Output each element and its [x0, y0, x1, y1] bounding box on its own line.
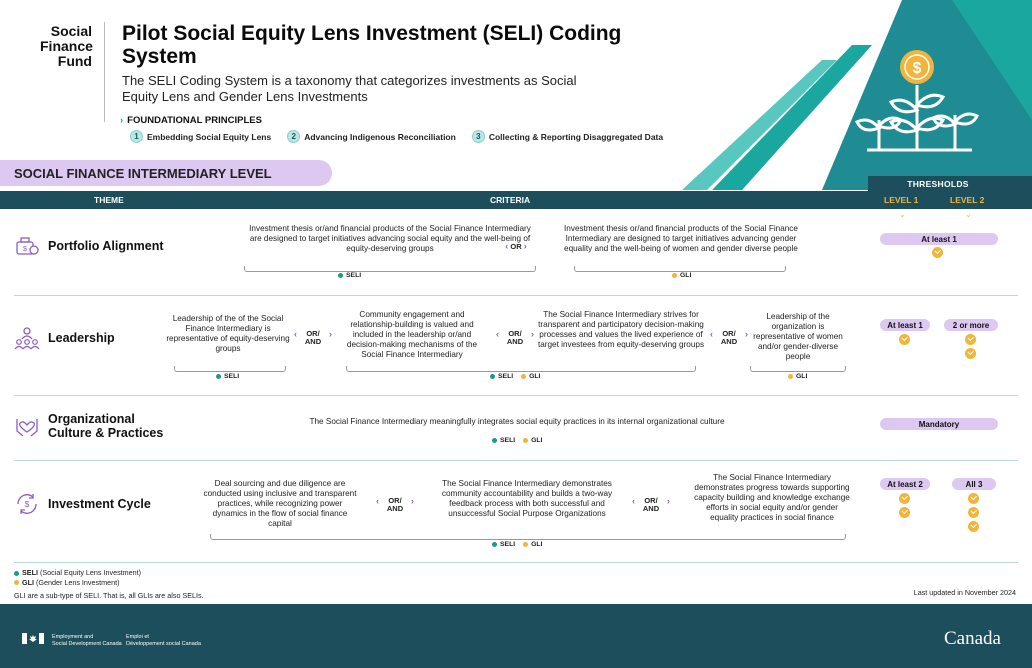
logo-line: Social — [50, 23, 92, 39]
gli-tag-label: GLI — [796, 373, 808, 380]
criterion-text: The Social Finance Intermediary meaningfully integrates social equity practices in its internal organizational culture — [309, 417, 725, 426]
gli-dot — [672, 273, 677, 278]
theme-label — [48, 412, 163, 440]
criterion-bracket — [346, 366, 696, 372]
theme-label-line: Culture & Practices — [48, 426, 164, 440]
gli-tag — [523, 541, 542, 548]
theme-label: Investment Cycle — [48, 497, 151, 511]
logo-line: Fund — [57, 53, 92, 69]
connector-label: OR/ AND — [304, 329, 322, 346]
criterion-tags — [672, 272, 691, 279]
dollar-sign-icon: $ — [912, 60, 922, 77]
level2-column-header: LEVEL 2 — [950, 195, 985, 205]
criterion-bracket — [174, 366, 286, 372]
seli-tag-label: SELI — [500, 437, 516, 444]
row-divider — [14, 460, 1018, 461]
criterion-text: Deal sourcing and due diligence are conducted using inclusive and transparent practices, while recognizing power dynamics in the flow of social finance capital — [203, 479, 357, 528]
seli-tag — [492, 437, 515, 444]
check-icon — [968, 493, 979, 504]
theme-label: Leadership — [48, 331, 115, 345]
chevron-right-icon: › — [120, 115, 124, 126]
chevron-down-icon: ⌄ — [965, 210, 972, 219]
criterion-text: Community engagement and relationship-building is valued and included in the leadership or/and decision-making mechanisms of the Social Finance Intermediary — [346, 310, 478, 359]
check-icon — [932, 247, 943, 258]
theme-column-header: THEME — [94, 195, 124, 205]
threshold-pill: At least 1 — [880, 233, 998, 245]
seli-dot — [216, 374, 221, 379]
connector-label: OR — [510, 242, 522, 251]
gli-dot — [788, 374, 793, 379]
criterion-tags — [788, 373, 807, 380]
svg-text:$: $ — [23, 246, 27, 253]
seli-dot — [14, 571, 19, 576]
footer-line: Emploi et — [126, 634, 149, 640]
theme-portfolio-alignment — [14, 233, 164, 259]
check-icon — [965, 334, 976, 345]
principle-number: 2 — [287, 130, 300, 143]
divider — [104, 22, 105, 122]
footer-line: Développement social Canada — [126, 640, 201, 647]
principles-list — [130, 130, 663, 143]
seli-dot — [338, 273, 343, 278]
check-icon — [899, 507, 910, 518]
criterion-tags — [492, 541, 542, 548]
connector-or-and: ‹ › OR/ AND — [294, 329, 332, 346]
principle-label: Embedding Social Equity Lens — [147, 131, 272, 142]
seli-tag-label: SELI — [498, 373, 514, 380]
theme-organizational-culture — [14, 412, 163, 440]
row-divider — [14, 295, 1018, 296]
theme-label: Portfolio Alignment — [48, 239, 164, 253]
gli-tag-label: GLI — [680, 272, 692, 279]
footer-department-en — [52, 634, 122, 647]
criterion-tags — [490, 373, 540, 380]
legend-note: GLI are a sub-type of SELI. That is, all GLIs are also SELIs. — [14, 591, 204, 600]
footer-line: Employment and — [52, 634, 94, 640]
portfolio-icon — [14, 233, 40, 259]
threshold-pill-level1: At least 1 — [880, 319, 930, 331]
seli-tag — [492, 541, 515, 548]
seli-tag-label: SELI — [346, 272, 362, 279]
page-title: Pilot Social Equity Lens Investment (SELI) Coding System — [122, 22, 622, 68]
connector-label: OR/ AND — [386, 496, 404, 513]
connector-or-and: ‹ › OR/ AND — [376, 496, 414, 513]
gli-dot — [521, 374, 526, 379]
check-icon — [968, 507, 979, 518]
level-title: SOCIAL FINANCE INTERMEDIARY LEVEL — [0, 160, 332, 186]
gli-dot — [523, 438, 528, 443]
connector-or: ‹ OR › — [505, 241, 527, 251]
criterion-tags — [216, 373, 239, 380]
gli-tag — [788, 373, 807, 380]
row-divider — [14, 562, 1018, 563]
legend-seli-full: (Social Equity Lens Investment) — [39, 568, 142, 577]
seli-tag — [338, 272, 361, 279]
principle-label: Advancing Indigenous Reconciliation — [304, 131, 456, 142]
principle-item — [472, 130, 663, 143]
principle-number: 1 — [130, 130, 143, 143]
gli-tag — [523, 437, 542, 444]
check-icon — [965, 348, 976, 359]
last-updated: Last updated in November 2024 — [913, 588, 1016, 597]
criterion-tags — [338, 272, 361, 279]
principle-label: Collecting & Reporting Disaggregated Data — [488, 131, 664, 142]
chevron-down-icon: ⌄ — [899, 210, 906, 219]
thresholds-header: THRESHOLDS — [907, 179, 969, 189]
criterion-text: Leadership of the organization is representative of women and/or gender-diverse people — [753, 312, 843, 361]
investment-cycle-icon — [14, 491, 40, 517]
threshold-pill-level2: 2 or more — [944, 319, 998, 331]
seli-dot — [492, 438, 497, 443]
check-icon — [899, 493, 910, 504]
level1-column-header: LEVEL 1 — [884, 195, 919, 205]
theme-leadership — [14, 325, 115, 351]
check-icon — [899, 334, 910, 345]
gli-tag-label: GLI — [531, 437, 543, 444]
theme-label-line: Organizational — [48, 412, 135, 426]
social-finance-fund-logo — [40, 24, 92, 69]
criterion-bracket — [210, 534, 846, 540]
foundational-principles-text: FOUNDATIONAL PRINCIPLES — [127, 115, 262, 126]
principle-item — [130, 130, 271, 143]
logo-line: Finance — [40, 38, 93, 54]
gli-tag-label: GLI — [529, 373, 541, 380]
criterion-bracket — [750, 366, 846, 372]
legend-gli — [14, 578, 204, 588]
connector-or-and: ‹ › OR/ AND — [632, 496, 670, 513]
criterion-text: The Social Finance Intermediary demonstrates progress towards supporting capacity building and knowledge exchange efforts in social equity and/or gender equality practices in social finance — [694, 473, 850, 522]
legend-gli-full: (Gender Lens Investment) — [35, 577, 120, 587]
criterion-text: The Social Finance Intermediary demonstrates community accountability and builds a two-way feedback process with both successful and unsuccessful Social Purpose Organizations — [441, 479, 613, 518]
foundational-principles-label — [120, 115, 262, 126]
canada-flag-icon — [22, 633, 44, 644]
legend — [14, 568, 204, 601]
gli-tag — [521, 373, 540, 380]
handshake-heart-icon — [14, 413, 40, 439]
seli-tag-label: SELI — [224, 373, 240, 380]
gli-tag-label: GLI — [531, 541, 543, 548]
connector-or-and: ‹ › OR/ AND — [710, 329, 748, 346]
footer-department-fr — [126, 634, 201, 647]
criterion-bracket — [244, 266, 536, 272]
money-plant-illustration — [672, 0, 1032, 200]
legend-seli-abbr: SELI — [22, 568, 38, 577]
footer-line: Social Development Canada — [52, 640, 122, 647]
criterion-text: Investment thesis or/and financial products of the Social Finance Intermediary are designed to target initiatives advancing gender equality and the well-being of women and gender diverse people — [564, 224, 798, 253]
gli-dot — [523, 542, 528, 547]
connector-label: OR/ AND — [642, 496, 660, 513]
leadership-icon — [14, 325, 40, 351]
gli-dot — [14, 580, 19, 585]
seli-tag-label: SELI — [500, 541, 516, 548]
check-icon — [968, 521, 979, 532]
criterion-text: Investment thesis or/and financial products of the Social Finance Intermediary are designed to target initiatives advancing social equity and the well-being of equity-deserving groups — [249, 224, 531, 253]
svg-text:$: $ — [24, 500, 30, 509]
seli-dot — [490, 374, 495, 379]
criterion-text: The Social Finance Intermediary strives for transparent and participatory decision-making processes and values the lived experience of target investees from equity-deserving groups — [537, 310, 705, 349]
page-subtitle: The SELI Coding System is a taxonomy that categorizes investments as Social Equity Lens and Gender Lens Investments — [122, 73, 577, 104]
seli-tag — [216, 373, 239, 380]
threshold-pill-level1: At least 2 — [880, 478, 930, 490]
connector-label: OR/ AND — [506, 329, 524, 346]
connector-label: OR/ AND — [720, 329, 738, 346]
seli-tag — [490, 373, 513, 380]
threshold-pill-level2: All 3 — [952, 478, 996, 490]
threshold-pill: Mandatory — [880, 418, 998, 430]
criteria-column-header: CRITERIA — [490, 195, 531, 205]
legend-seli — [14, 568, 204, 578]
criterion-text: Leadership of the of the Social Finance Intermediary is representative of equity-deserving groups — [166, 314, 290, 353]
deco-stripe — [682, 60, 837, 190]
principle-item — [287, 130, 456, 143]
seli-dot — [492, 542, 497, 547]
criterion-tags — [492, 437, 542, 444]
connector-or-and: ‹ › OR/ AND — [496, 329, 534, 346]
canada-wordmark: Canada — [944, 628, 1001, 649]
row-divider — [14, 395, 1018, 396]
gli-tag — [672, 272, 691, 279]
legend-gli-abbr: GLI — [22, 577, 34, 587]
theme-investment-cycle — [14, 491, 151, 517]
principle-number: 3 — [472, 130, 485, 143]
